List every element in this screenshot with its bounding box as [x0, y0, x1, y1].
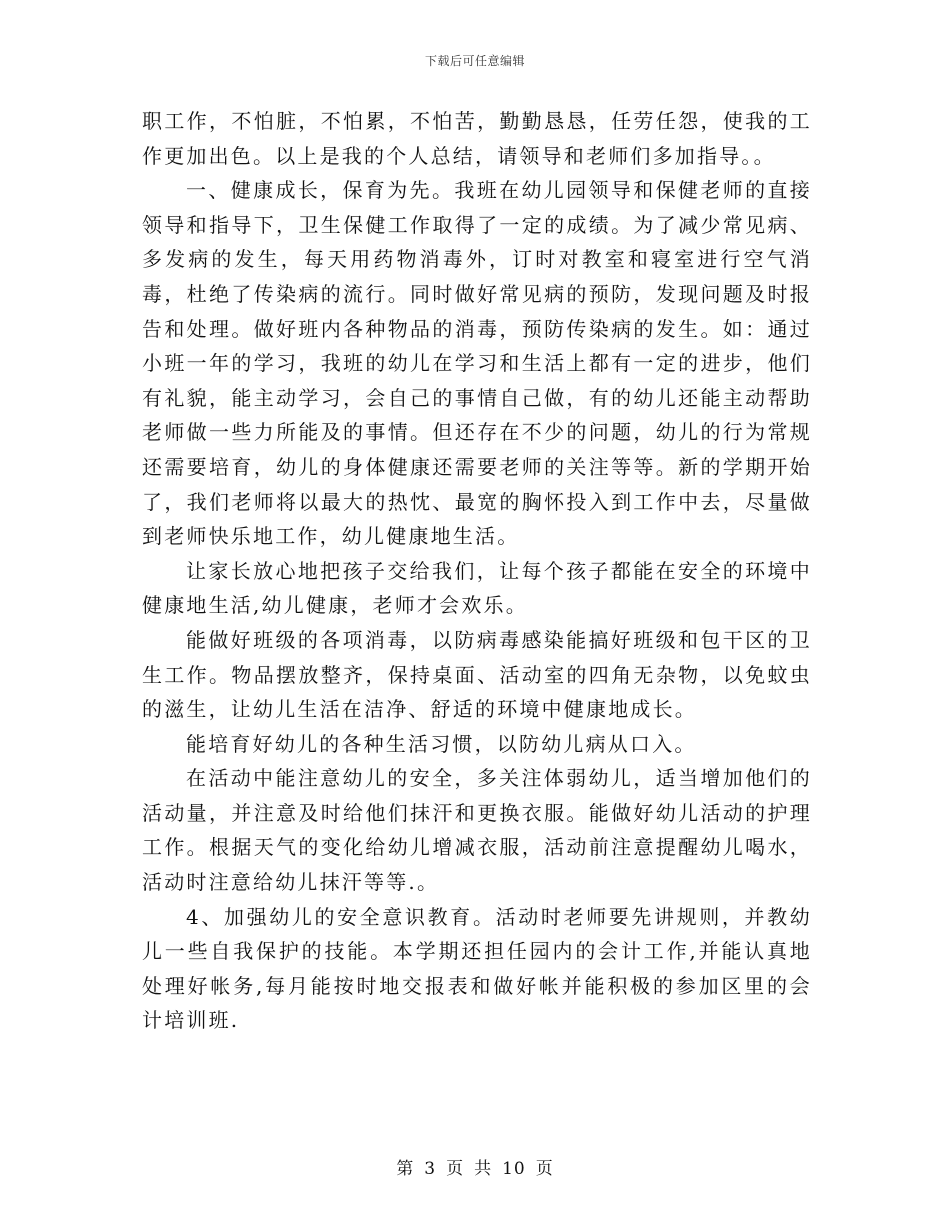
- footer-prefix: 第: [396, 1159, 415, 1179]
- footer-total-word: 共: [474, 1159, 493, 1179]
- footer-suffix: 页: [535, 1159, 554, 1179]
- paragraph-7: 4、加强幼儿的安全意识教育。活动时老师要先讲规则，并教幼儿一些自我保护的技能。本学期还担任园内的会计工作,并能认真地处理好帐务,每月能按时地交报表和做好帐并能积极的参加区里的会计培训班.: [142, 904, 812, 1033]
- current-page-number: 3: [424, 1159, 437, 1179]
- paragraph-3: 让家长放心地把孩子交给我们，让每个孩子都能在安全的环境中健康地生活,幼儿健康，老师才会欢乐。: [142, 558, 812, 618]
- paragraph-6: 在活动中能注意幼儿的安全，多关注体弱幼儿，适当增加他们的活动量，并注意及时给他们抹汗和更换衣服。能做好幼儿活动的护理工作。根据天气的变化给幼儿增减衣服，活动前注意提醒幼儿喝水，活动时注意给幼儿抹汗等等.。: [142, 766, 812, 895]
- footer-page-word: 页: [446, 1159, 465, 1179]
- paragraph-1: 职工作，不怕脏，不怕累，不怕苦，勤勤恳恳，任劳任怨，使我的工作更加出色。以上是我的个人总结，请领导和老师们多加指导。。: [142, 109, 812, 168]
- page-header: 下载后可任意编辑: [424, 54, 525, 68]
- paragraph-4: 能做好班级的各项消毒，以防病毒感染能搞好班级和包干区的卫生工作。物品摆放整齐，保持桌面、活动室的四角无杂物，以免蚊虫的滋生，让幼儿生活在洁净、舒适的环境中健康地成长。: [142, 627, 812, 722]
- paragraph-2: 一、健康成长，保育为先。我班在幼儿园领导和保健老师的直接领导和指导下，卫生保健工作取得了一定的成绩。为了减少常见病、多发病的发生，每天用药物消毒外，订时对教室和寝室进行空气消毒，杜绝了传染病的流行。同时做好常见病的预防，发现问题及时报告和处理。做好班内各种物品的消毒，预防传染病的发生。如：通过小班一年的学习，我班的幼儿在学习和生活上都有一定的进步，他们有礼貌，能主动学习，会自己的事情自己做，有的幼儿还能主动帮助老师做一些力所能及的事情。但还存在不少的问题，幼儿的行为常规还需要培育，幼儿的身体健康还需要老师的关注等等。新的学期开始了，我们老师将以最大的热忱、最宽的胸怀投入到工作中去，尽量做到老师快乐地工作，幼儿健康地生活。: [142, 178, 812, 549]
- paragraph-5: 能培育好幼儿的各种生活习惯，以防幼儿病从口入。: [186, 731, 697, 756]
- document-body: [142, 104, 812, 1038]
- total-pages-number: 10: [502, 1159, 526, 1179]
- page-footer: [0, 1154, 950, 1179]
